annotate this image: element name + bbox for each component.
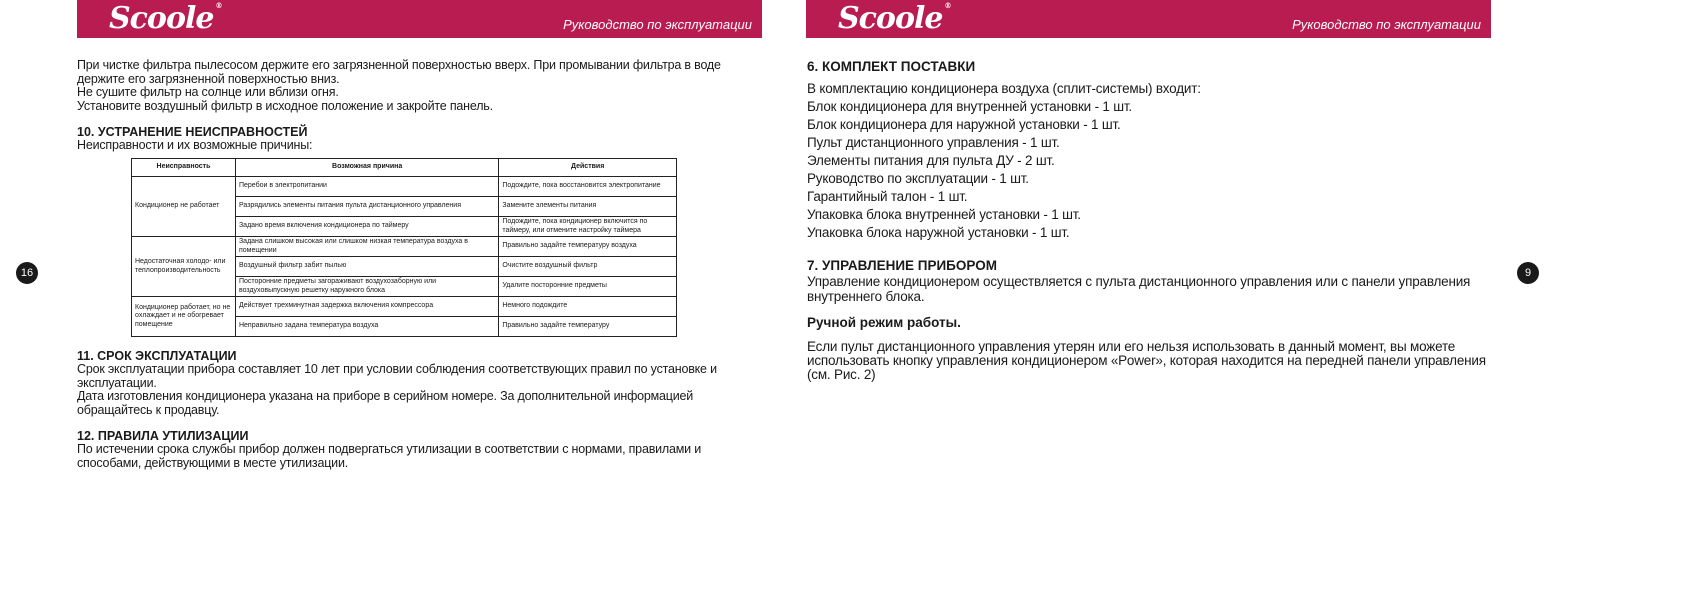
brand-logo: Scoole ® [109, 1, 222, 36]
action-cell: Замените элементы питания [499, 197, 677, 217]
action-cell: Немного подождите [499, 297, 677, 317]
cause-cell: Разрядились элементы питания пульта дистанционного управления [235, 197, 498, 217]
header-band-right [806, 0, 1491, 38]
cause-cell: Неправильно задана температура воздуха [235, 317, 498, 337]
kit-item: Упаковка блока наружной установки - 1 шт. [807, 225, 1070, 240]
section-11-text: Срок эксплуатации прибора составляет 10 лет при условии соблюдения соответствующих правил по установке и эксплуатации. [77, 362, 717, 390]
intro-line: Не сушите фильтр на солнце или вблизи огня. [77, 85, 339, 99]
kit-item: Элементы питания для пульта ДУ - 2 шт. [807, 153, 1055, 168]
kit-item: Блок кондиционера для наружной установки - 1 шт. [807, 117, 1121, 132]
cause-cell: Посторонние предметы загораживают воздухозаборную или воздуховыпускную решетку наружного блока [235, 277, 498, 297]
header-fault: Неисправность [132, 159, 236, 177]
fault-cell: Недостаточная холодо- или теплопроизводительность [132, 237, 236, 297]
cause-cell: Задана слишком высокая или слишком низкая температура воздуха в помещении [235, 237, 498, 257]
table-row [132, 237, 677, 257]
section-7-title: 7. УПРАВЛЕНИЕ ПРИБОРОМ [807, 258, 997, 273]
kit-item: В комплектацию кондиционера воздуха (сплит-системы) входит: [807, 81, 1201, 96]
header-action: Действия [499, 159, 677, 177]
section-7-text: Управление кондиционером осуществляется с пульта дистанционного управления или с панели управления внутреннего блока. [807, 274, 1471, 304]
manual-mode-text: Если пульт дистанционного управления утерян или его нельзя использовать в данный момент, вы можете использовать кнопку управления кондиционером «Power», которая находится на передней панели управления (см. Рис. 2) [807, 339, 1486, 382]
kit-item: Пульт дистанционного управления - 1 шт. [807, 135, 1060, 150]
section-11-text: Дата изготовления кондиционера указана на приборе в серийном номере. За дополнительной информацией обращайтесь к продавцу. [77, 389, 694, 417]
brand-logo: Scoole ® [838, 1, 951, 36]
kit-item: Упаковка блока внутренней установки - 1 шт. [807, 207, 1081, 222]
left-page [77, 59, 737, 153]
cause-cell: Действует трехминутная задержка включения компрессора [235, 297, 498, 317]
header-subtitle: Руководство по эксплуатации [563, 17, 752, 32]
table-row [132, 177, 677, 197]
left-page-lower [77, 349, 737, 470]
intro-line: При чистке фильтра пылесосом держите его загрязненной поверхностью вверх. При промывании фильтра в воде держите его загрязненной поверхностью вниз. [77, 58, 721, 86]
table-row [132, 297, 677, 317]
page-number-right: 9 [1517, 262, 1539, 284]
section-12-text: По истечении срока службы прибор должен подвергаться утилизации в соответствии с нормами, правилами и способами, действующими в месте утилизации. [77, 442, 701, 470]
manual-mode-title: Ручной режим работы. [807, 315, 961, 330]
troubleshooting-table [131, 158, 677, 337]
kit-item: Руководство по эксплуатации - 1 шт. [807, 171, 1029, 186]
action-cell: Удалите посторонние предметы [499, 277, 677, 297]
fault-cell: Кондиционер работает, но не охлаждает и не обогревает помещение [132, 297, 236, 337]
cause-cell: Перебои в электропитании [235, 177, 498, 197]
header-subtitle: Руководство по эксплуатации [1292, 17, 1481, 32]
action-cell: Подождите, пока восстановится электропитание [499, 177, 677, 197]
action-cell: Очистите воздушный фильтр [499, 257, 677, 277]
section-11-title: 11. СРОК ЭКСПЛУАТАЦИИ [77, 349, 237, 363]
section-6-title: 6. КОМПЛЕКТ ПОСТАВКИ [807, 59, 976, 74]
header-cause: Возможная причина [235, 159, 498, 177]
section-10-subtitle: Неисправности и их возможные причины: [77, 138, 313, 152]
cause-cell: Задано время включения кондиционера по таймеру [235, 217, 498, 237]
action-cell: Подождите, пока кондиционер включится по таймеру, или отмените настройку таймера [499, 217, 677, 237]
right-page [807, 60, 1492, 382]
action-cell: Правильно задайте температуру воздуха [499, 237, 677, 257]
kit-item: Блок кондиционера для внутренней установки - 1 шт. [807, 99, 1132, 114]
header-band-left [77, 0, 762, 38]
section-12-title: 12. ПРАВИЛА УТИЛИЗАЦИИ [77, 429, 249, 443]
kit-item: Гарантийный талон - 1 шт. [807, 189, 968, 204]
page-number-left: 16 [16, 262, 38, 284]
intro-line: Установите воздушный фильтр в исходное положение и закройте панель. [77, 98, 493, 113]
cause-cell: Воздушный фильтр забит пылью [235, 257, 498, 277]
section-10-title: 10. УСТРАНЕНИЕ НЕИСПРАВНОСТЕЙ [77, 125, 308, 139]
action-cell: Правильно задайте температуру [499, 317, 677, 337]
fault-cell: Кондиционер не работает [132, 177, 236, 237]
